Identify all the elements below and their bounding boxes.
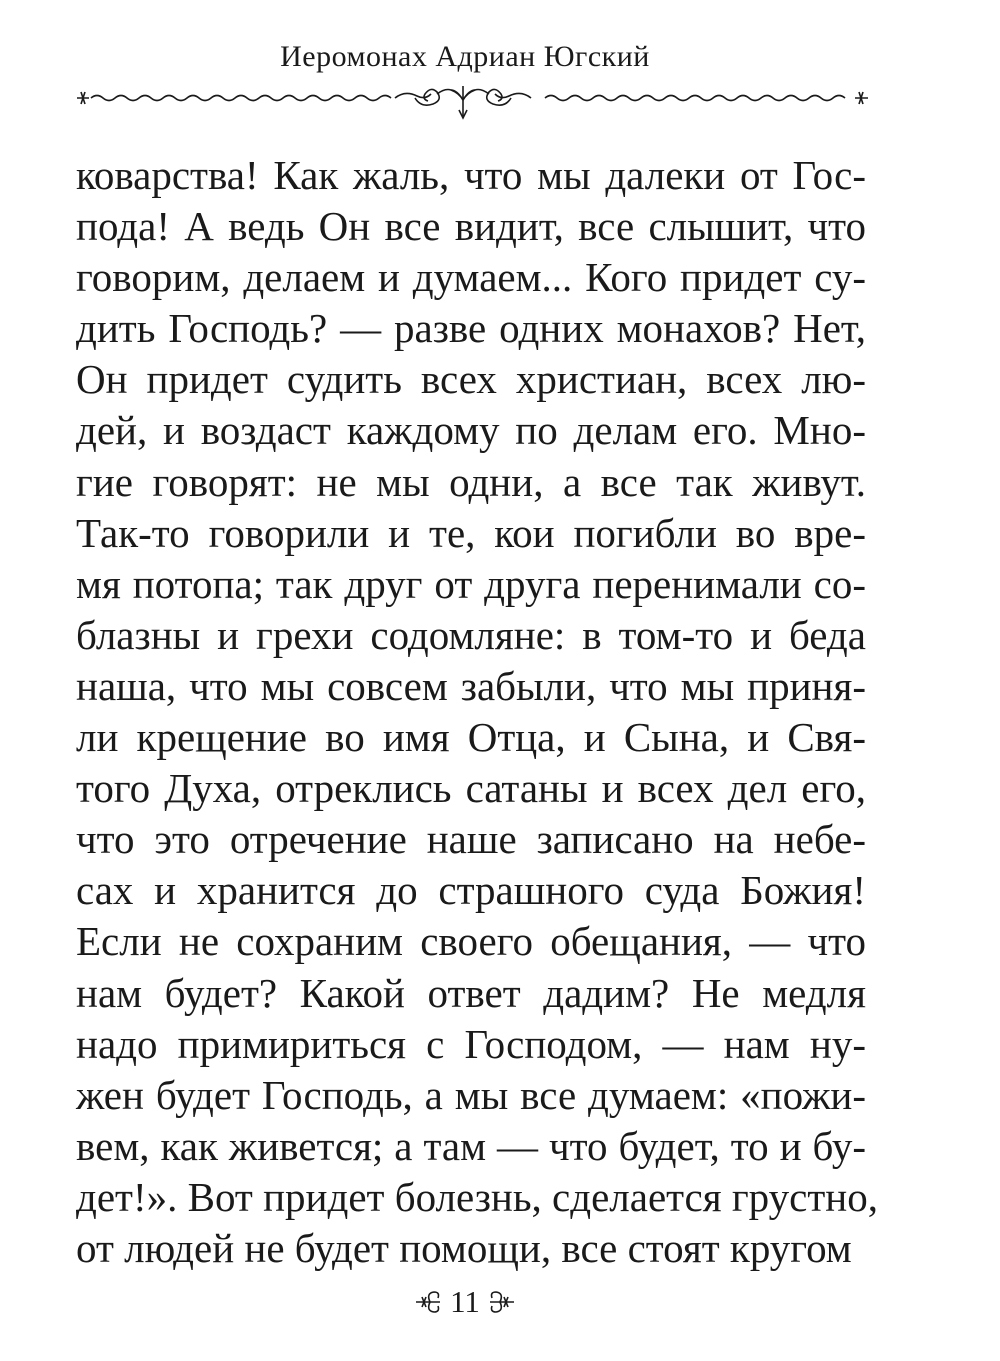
text-line: дей, и воздаст каждому по делам его. Мно- (76, 407, 866, 454)
page-number: 11 (450, 1284, 480, 1319)
text-line: Так-то говорили и те, кои погибли во вре- (76, 509, 866, 556)
text-line: пода! А ведь Он все видит, все слышит, что (76, 203, 866, 250)
text-line: вем, как живется; а там — что будет, то и бу- (76, 1122, 866, 1169)
page-folio (0, 1282, 930, 1322)
text-line: надо примириться с Господом, — нам ну- (76, 1020, 866, 1067)
text-line: Он придет судить всех христиан, всех лю- (76, 356, 866, 403)
text-line: ли крещение во имя Отца, и Сына, и Свя- (76, 714, 866, 761)
body-text (76, 150, 878, 1274)
text-line: гие говорят: не мы одни, а все так живут. (76, 458, 866, 505)
text-line: блазны и грехи содомляне: в том-то и беда (76, 611, 866, 658)
text-line: дить Господь? — разве одних монахов? Нет, (76, 305, 866, 352)
running-head-title: Иеромонах Адриан Югский (280, 40, 650, 73)
text-line: дет!». Вот придет болезнь, сделается грустно, (76, 1173, 878, 1220)
header-ornament-divider (75, 80, 870, 122)
text-line: коварства! Как жаль, что мы далеки от Гос- (76, 152, 866, 198)
folio-right-ornament-icon (488, 1289, 516, 1315)
text-line: наша, что мы совсем забыли, что мы приня- (76, 662, 866, 709)
text-line: того Духа, отреклись сатаны и всех дел его, (76, 765, 866, 812)
text-line: от людей не будет помощи, все стоят кругом (76, 1224, 852, 1271)
folio-left-ornament-icon (414, 1289, 442, 1315)
text-line: жен будет Господь, а мы все думаем: «пожи- (76, 1071, 866, 1118)
text-line: Если не сохраним своего обещания, — что (76, 918, 866, 965)
text-line: говорим, делаем и думаем... Кого придет су- (76, 254, 866, 301)
text-line: сах и хранится до страшного суда Божия! (76, 867, 866, 914)
text-line: нам будет? Какой ответ дадим? Не медля (76, 969, 866, 1016)
text-line: мя потопа; так друг от друга перенимали со- (76, 560, 866, 607)
text-line: что это отречение наше записано на небе- (76, 816, 866, 863)
